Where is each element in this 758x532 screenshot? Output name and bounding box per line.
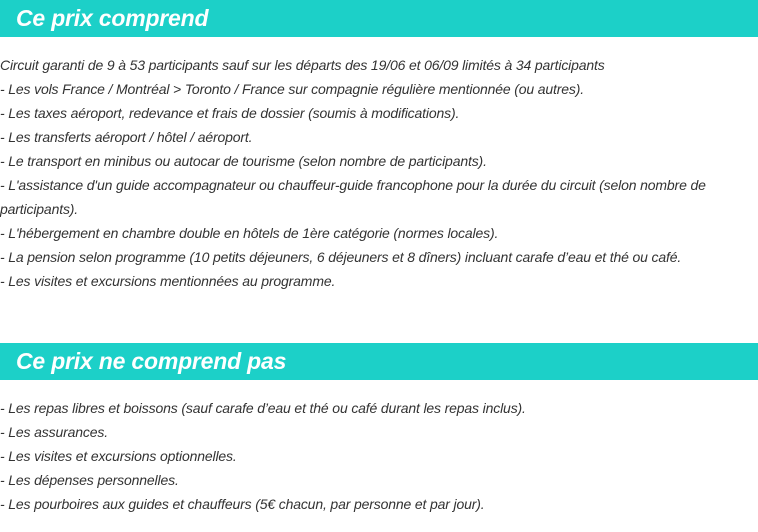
included-item: - L'assistance d'un guide accompagnateur ou chauffeur-guide francophone pour la durée du circuit (selon nombre de participants). [0,177,706,217]
excluded-items-list [0,396,740,516]
included-item: - L'hébergement en chambre double en hôtels de 1ère catégorie (normes locales). [0,225,499,241]
included-item: - Les visites et excursions mentionnées au programme. [0,273,336,289]
excluded-section-title: Ce prix ne comprend pas [16,348,287,374]
excluded-item: - Les pourboires aux guides et chauffeurs (5€ chacun, par personne et par jour). [0,496,485,512]
excluded-section-header [0,343,758,380]
included-item: - Les vols France / Montréal > Toronto / France sur compagnie régulière mentionnée (ou autres). [0,81,585,97]
included-section-title: Ce prix comprend [16,5,209,31]
excluded-item: - Les dépenses personnelles. [0,472,179,488]
excluded-item: - Les visites et excursions optionnelles. [0,448,237,464]
included-item: - Le transport en minibus ou autocar de tourisme (selon nombre de participants). [0,153,487,169]
included-item: - Les transferts aéroport / hôtel / aéroport. [0,129,253,145]
included-items-list [0,53,740,293]
included-item: - La pension selon programme (10 petits déjeuners, 6 déjeuners et 8 dîners) incluant carafe d’eau et thé ou café. [0,249,682,265]
included-section-header [0,0,758,37]
excluded-item: - Les assurances. [0,424,108,440]
included-item: - Les taxes aéroport, redevance et frais de dossier (soumis à modifications). [0,105,460,121]
excluded-item: - Les repas libres et boissons (sauf carafe d’eau et thé ou café durant les repas inclus). [0,400,526,416]
included-item: Circuit garanti de 9 à 53 participants sauf sur les départs des 19/06 et 06/09 limités à 34 participants [0,57,605,73]
